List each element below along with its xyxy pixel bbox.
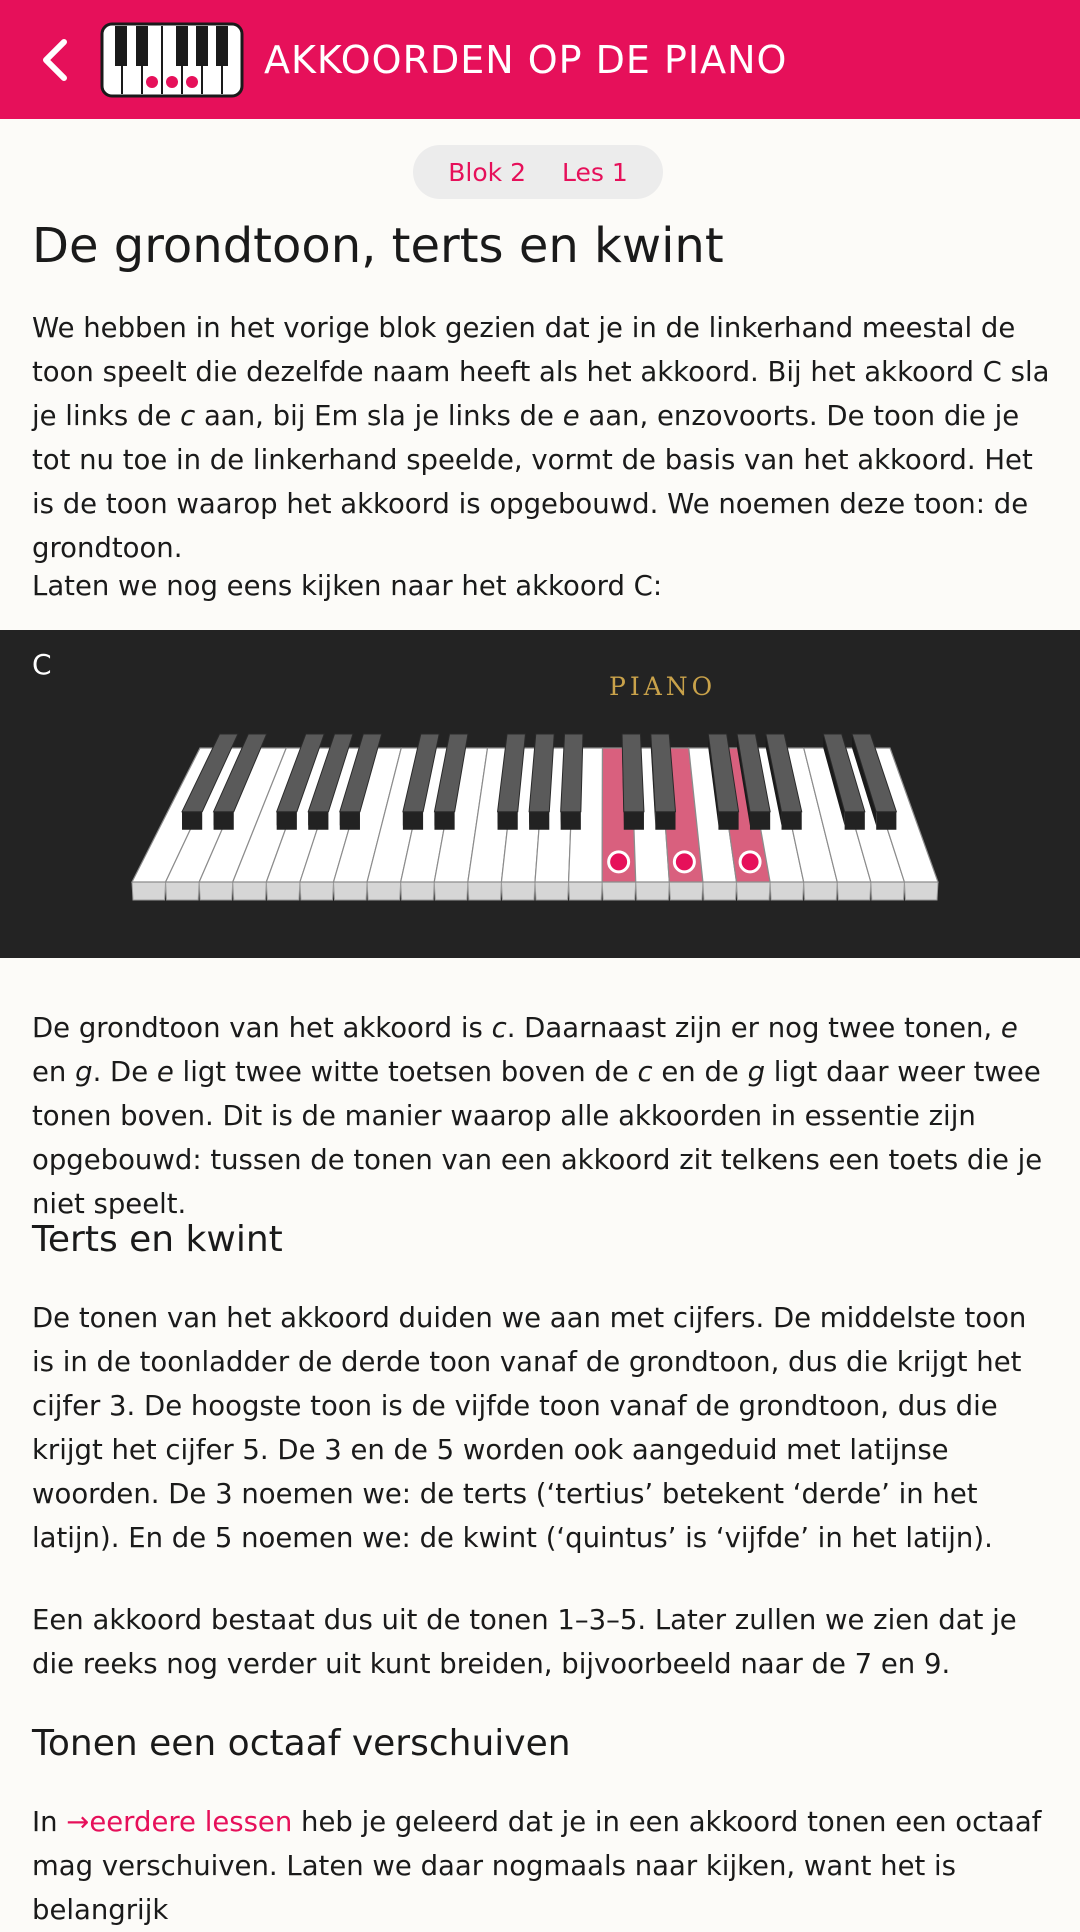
section-heading-terts: Terts en kwint [32,1219,283,1260]
page-title: De grondtoon, terts en kwint [32,218,724,274]
white-key-front [401,882,435,900]
black-key-front [403,812,423,830]
black-key [561,734,583,812]
black-key-front [845,812,865,830]
white-key-front [434,882,468,900]
section1-paragraph: De grondtoon van het akkoord is c. Daarnaast zijn er nog twee tonen, e en g. De e ligt twee witte toetsen boven de c en de g ligt daar weer twee tonen boven. Dit is de manier waarop alle akkoorden in essentie zijn opgebouwd: tussen de tonen van een akkoord zit telkens een toets die je niet speelt. [32,1012,1043,1220]
white-key-front [669,882,703,900]
white-key-front [468,882,502,900]
black-key-front [561,812,581,830]
black-key-front [876,812,896,830]
chord-note-marker [740,852,760,872]
section2-paragraph-1: De tonen van het akkoord duiden we aan met cijfers. De middelste toon is in de toonladder de derde toon vanaf de grondtoon, dus die krijgt het cijfer 3. De hoogste toon is de vijfde toon vanaf de grondtoon, dus die krijgt het cijfer 5. De 3 en de 5 worden ook aangeduid met latijnse woorden. De 3 noemen we: de terts (‘tertius’ betekent ‘derde’ in het latijn). En de 5 noemen we: de kwint (‘quintus’ is ‘vijfde’ in het latijn). [32,1302,1027,1554]
black-key-front [529,812,549,830]
white-key-front [703,882,737,900]
black-key-front [434,812,454,830]
app-header [0,0,1080,119]
breadcrumb-lesson[interactable]: Les 1 [561,157,628,187]
piano-keys-icon [100,22,244,98]
black-key-front [498,812,518,830]
black-key [529,734,554,812]
white-key-front [535,882,569,900]
white-key-front [737,882,771,900]
black-key-front [750,812,770,830]
white-key-front [569,882,603,900]
white-key-front [199,882,233,900]
chord-note-marker [609,852,629,872]
piano-figure [0,630,1080,958]
back-button[interactable] [30,35,80,85]
intro-paragraph-2: Laten we nog eens kijken naar het akkoord C: [32,570,663,602]
white-key-front [770,882,804,900]
chord-label: C [32,648,52,681]
breadcrumb-block[interactable]: Blok 2 [448,157,526,187]
black-key [622,734,644,812]
white-key-front [233,882,267,900]
white-key-front [804,882,838,900]
white-key-front [837,882,871,900]
intro-paragraph: We hebben in het vorige blok gezien dat je in de linkerhand meestal de toon speelt die dezelfde naam heeft als het akkoord. Bij het akkoord C sla je links de c aan, bij Em sla je links de e aan, enzovoorts. De toon die je tot nu toe in de linkerhand speelde, vormt de basis van het akkoord. Het is de toon waarop het akkoord is opgebouwd. We noemen deze toon: de grondtoon. [32,312,1050,564]
section2-paragraph-2: Een akkoord bestaat dus uit de tonen 1–3–5. Later zullen we zien dat je die reeks nog verder uit kunt breiden, bijvoorbeeld naar de 7 en 9. [32,1604,1017,1680]
black-key-front [718,812,738,830]
white-key-front [871,882,905,900]
section-heading-octaaf: Tonen een octaaf verschuiven [32,1723,571,1764]
white-key-front [602,882,636,900]
white-key-front [501,882,535,900]
white-key-front [904,882,938,900]
black-key-front [624,812,644,830]
chord-note-marker [674,852,694,872]
black-key-front [340,812,360,830]
earlier-lessons-link[interactable]: →eerdere lessen [66,1806,293,1838]
black-key-front [782,812,802,830]
black-key-front [308,812,328,830]
black-key-front [214,812,234,830]
black-key-front [277,812,297,830]
chevron-left-icon [40,38,70,82]
white-key-front [266,882,300,900]
white-key-front [132,882,166,900]
piano-keyboard [0,630,1080,958]
breadcrumb [413,145,663,199]
black-key-front [655,812,675,830]
white-key-front [334,882,368,900]
section3-paragraph: In →eerdere lessen heb je geleerd dat je in een akkoord tonen een octaaf mag verschuiven. Laten we daar nogmaals naar kijken, want het is belangrijk [32,1806,1042,1926]
piano-brand: PIANO [609,672,717,701]
white-key-front [367,882,401,900]
white-key-front [300,882,334,900]
black-key-front [182,812,202,830]
app-title: AKKOORDEN OP DE PIANO [264,37,788,82]
white-key-front [636,882,670,900]
black-key [651,734,676,812]
white-key-front [166,882,200,900]
